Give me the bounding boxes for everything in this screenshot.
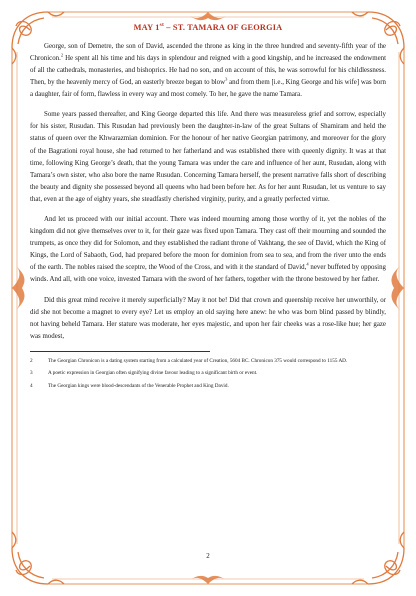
footnote-marker[interactable]: 2 bbox=[60, 52, 64, 58]
footnote-separator bbox=[30, 351, 210, 352]
paragraph-text: and from them [i.e., King George and his wife] was born a daughter, fair of form, flawless in every way and most comely. To her, he gave the name Tamara. bbox=[30, 79, 386, 99]
footnote-marker[interactable]: 4 bbox=[306, 262, 309, 268]
paragraph-text: Some years passed thereafter, and King George departed this life. And there was measureless grief and sorrow, especially for his sister, Rusudan. This Rusudan had previously been the daughter-in-law of the great Sultans of Shamiram and held the status of queen over the Khwarazmian dominion. For the honour of her native Georgian patrimony, and moreover for the glory of the Bagrationi royal house, she had returned to her fatherland and was established there with queenly dignity. It was at that time, following King George’s death, that the young Tamara was under the care and influence of her aunt, Rusudan, along with Tamara’s own sister, who also bore the name Rusudan. Concerning Tamara herself, the present narrative falls short of describing the beauty and dignity she possessed beyond all queens who had been before her. As for her aunt Rusudan, let us venture to say that, even at the age of eighty years, she steadfastly cherished virginity, purity, and a greatly perfected virtue. bbox=[30, 111, 386, 203]
footnote-number: 2 bbox=[30, 357, 33, 364]
footnote-text: The Georgian Chronicon is a dating system starting from a calculated year of Creation, 5604 BC. Chronicon 375 would correspond to 1155 AD. bbox=[48, 357, 348, 364]
paragraph-text: George, son of Demetre, the son of David, ascended the throne as king in the three hundred and seventy-fifth year of the Chronicon. bbox=[30, 42, 386, 62]
paragraph bbox=[30, 109, 386, 206]
paragraph-text: And let us proceed with our initial account. There was indeed mourning among those worthy of it, yet the nobles of the kingdom did not give themselves over to it, for their gaze was fixed upon Tamara. They cast off their mourning and sounded the trumpets, as once they did for Solomon, and they established the radiant throne of Vakhtang, the see of David, which the King of Kings, the Lord of Sabaoth, God, had prepared before the moon for dominion from sea to sea, and from the river unto the ends of the earth. The nobles raised the sceptre, the Wood of the Cross, and with it the standard of David, bbox=[30, 215, 386, 272]
footnote bbox=[30, 368, 386, 379]
footnotes bbox=[30, 356, 386, 392]
paragraph-text: Did this great mind receive it merely superficially? May it not be! Did that crown and queenship receive her unworthily, or did she not become a magnet to every eye? Let us employ an old saying here anew: he who was born blind passed by blindly, not having beheld Tamara. Her stature was moderate, her eyes majestic, and upon her fair cheeks was a rose-like hue; her gaze was modest, bbox=[30, 296, 386, 340]
footnote-text: The Georgian kings were blood-descendants of the Venerable Prophet and King David. bbox=[48, 382, 229, 389]
page-content bbox=[30, 22, 386, 574]
paragraph-text: He spent all his time and his days in splendour and reigned with a good kingship, and he increased the endowment of all the cathedrals, monasteries, and bishoprics. He had no son, and on account of this, he was sorrowful for his childlessness. Then, by the heavenly mercy of God, an easterly breeze began to blow bbox=[30, 54, 386, 87]
paragraph bbox=[30, 41, 386, 101]
footnote-marker[interactable]: 3 bbox=[225, 76, 228, 82]
body-text bbox=[30, 41, 386, 343]
page-number: 2 bbox=[206, 552, 210, 560]
footnote-number: 3 bbox=[30, 370, 33, 377]
page-title: MAY 1st – ST. TAMARA OF GEORGIA bbox=[133, 22, 283, 32]
footnote-text: A poetic expression in Georgian often signifying divine favour leading to a significant birth or event. bbox=[48, 370, 258, 377]
paragraph bbox=[30, 295, 386, 343]
footnote bbox=[30, 381, 386, 392]
paragraph-text: never buffeted by opposing winds. And all, with one voice, invested Tamara with the sword of her fathers, together with the throne bestowed by her father. bbox=[30, 264, 386, 284]
paragraph bbox=[30, 214, 386, 287]
footnote bbox=[30, 356, 386, 367]
footnote-number: 4 bbox=[30, 382, 33, 389]
